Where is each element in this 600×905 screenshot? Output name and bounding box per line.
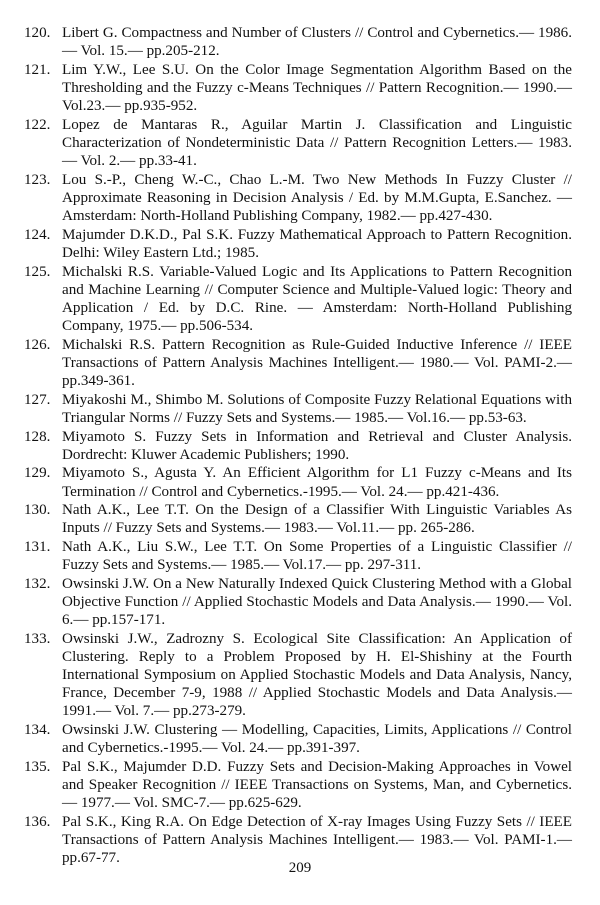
reference-text: Lopez de Mantaras R., Aguilar Martin J. Classification and Linguistic Characterization of Nondeterministic Data // Pattern Recognition Letters.— 1983.— Vol. 2.— pp.33-41. <box>62 116 572 170</box>
reference-text: Owsinski J.W. On a New Naturally Indexed Quick Clustering Method with a Global Objective Function // Applied Stochastic Models and Data Analysis.— 1990.— Vol. 6.— pp.157-171. <box>62 576 572 629</box>
reference-text: Lou S.-P., Cheng W.-C., Chao L.-M. Two New Methods In Fuzzy Cluster // Approximate Reasoning in Decision Analysis / Ed. by M.M.Gupta, E.Sanchez. — Amsterdam: North-Holland Publishing Company, 1982.— pp.427-430. <box>62 171 572 224</box>
reference-number: 121. <box>24 61 51 78</box>
reference-number: 127. <box>24 391 51 408</box>
reference-text: Lim Y.W., Lee S.U. On the Color Image Segmentation Algorithm Based on the Thresholding and the Fuzzy c-Means Techniques // Pattern Recognition.— 1990.— Vol.23.— pp.935-952. <box>62 61 572 115</box>
reference-item <box>24 501 572 537</box>
reference-item <box>24 336 572 390</box>
reference-list <box>24 24 572 868</box>
reference-item <box>24 630 572 720</box>
reference-item <box>24 575 572 629</box>
reference-text: Libert G. Compactness and Number of Clusters // Control and Cybernetics.— 1986.— Vol. 15.— pp.205-212. <box>62 25 572 60</box>
reference-number: 120. <box>24 25 51 41</box>
reference-item <box>24 391 572 427</box>
reference-item <box>24 24 572 60</box>
reference-item <box>24 721 572 757</box>
reference-text: Michalski R.S. Pattern Recognition as Rule-Guided Inductive Inference // IEEE Transactions of Pattern Analysis Machines Intelligent.— 1980.— Vol. PAMI-2.— pp.349-361. <box>62 336 572 389</box>
reference-item <box>24 171 572 225</box>
reference-number: 122. <box>24 116 51 133</box>
reference-item <box>24 263 572 335</box>
reference-text: Pal S.K., King R.A. On Edge Detection of X-ray Images Using Fuzzy Sets // IEEE Transactions of Pattern Analysis Machines Intelligent.— 1983.— Vol. PAMI-1.— pp.67-77. <box>62 814 572 867</box>
reference-number: 126. <box>24 336 51 353</box>
reference-item <box>24 758 572 812</box>
reference-text: Pal S.K., Majumder D.D. Fuzzy Sets and Decision-Making Approaches in Vowel and Speaker Recognition // IEEE Transactions on Systems, Man, and Cybernetics.— 1977.— Vol. SMC-7.— pp.625-629. <box>62 759 572 812</box>
reference-number: 125. <box>24 263 51 280</box>
reference-number: 134. <box>24 722 51 739</box>
reference-number: 130. <box>24 502 51 519</box>
reference-text: Owsinski J.W. Clustering — Modelling, Capacities, Limits, Applications // Control and Cybernetics.-1995.— Vol. 24.— pp.391-397. <box>62 722 572 757</box>
reference-number: 132. <box>24 576 51 593</box>
reference-item <box>24 464 572 500</box>
reference-number: 133. <box>24 631 51 648</box>
reference-item <box>24 428 572 464</box>
reference-item <box>24 226 572 262</box>
reference-text: Nath A.K., Liu S.W., Lee T.T. On Some Properties of a Linguistic Classifier // Fuzzy Sets and Systems.— 1985.— Vol.17.— pp. 297-311. <box>62 539 572 574</box>
page-number: 209 <box>288 860 312 876</box>
reference-text: Majumder D.K.D., Pal S.K. Fuzzy Mathematical Approach to Pattern Recognition. Delhi: Wiley Eastern Ltd.; 1985. <box>62 226 572 261</box>
reference-number: 131. <box>24 539 51 556</box>
reference-text: Nath A.K., Lee T.T. On the Design of a Classifier With Linguistic Variables As Inputs // Fuzzy Sets and Systems.— 1983.— Vol.11.— pp. 265-286. <box>62 502 572 537</box>
reference-number: 135. <box>24 759 51 776</box>
reference-item <box>24 538 572 574</box>
reference-text: Miyamoto S., Agusta Y. An Efficient Algorithm for L1 Fuzzy c-Means and Its Termination // Control and Cybernetics.-1995.— Vol. 24.— pp.421-436. <box>62 465 572 500</box>
reference-item <box>24 116 572 170</box>
reference-number: 136. <box>24 814 51 831</box>
reference-number: 124. <box>24 226 51 243</box>
reference-number: 129. <box>24 465 51 482</box>
reference-text: Miyakoshi M., Shimbo M. Solutions of Composite Fuzzy Relational Equations with Triangular Norms // Fuzzy Sets and Systems.— 1985.— Vol.16.— pp.53-63. <box>62 391 572 426</box>
reference-text: Owsinski J.W., Zadrozny S. Ecological Site Classification: An Application of Clustering. Reply to a Problem Proposed by H. El-Shishiny at the Fourth International Symposium on Applied Stochastic Models and Data Analysis, Nancy, France, December 7-9, 1988 // Applied Stochastic Models and Data Analysis.— 1991.— Vol. 7.— pp.273-279. <box>62 631 572 720</box>
reference-text: Miyamoto S. Fuzzy Sets in Information and Retrieval and Cluster Analysis. Dordrecht: Kluwer Academic Publishers; 1990. <box>62 428 572 463</box>
reference-text: Michalski R.S. Variable-Valued Logic and Its Applications to Pattern Recognition and Machine Learning // Computer Science and Multiple-Valued logic: Theory and Application / Ed. by D.C. Rine. — Amsterdam: North-Holland Publishing Company, 1975.— pp.506-534. <box>62 263 572 334</box>
reference-item <box>24 61 572 115</box>
reference-number: 128. <box>24 428 51 445</box>
reference-number: 123. <box>24 171 51 188</box>
